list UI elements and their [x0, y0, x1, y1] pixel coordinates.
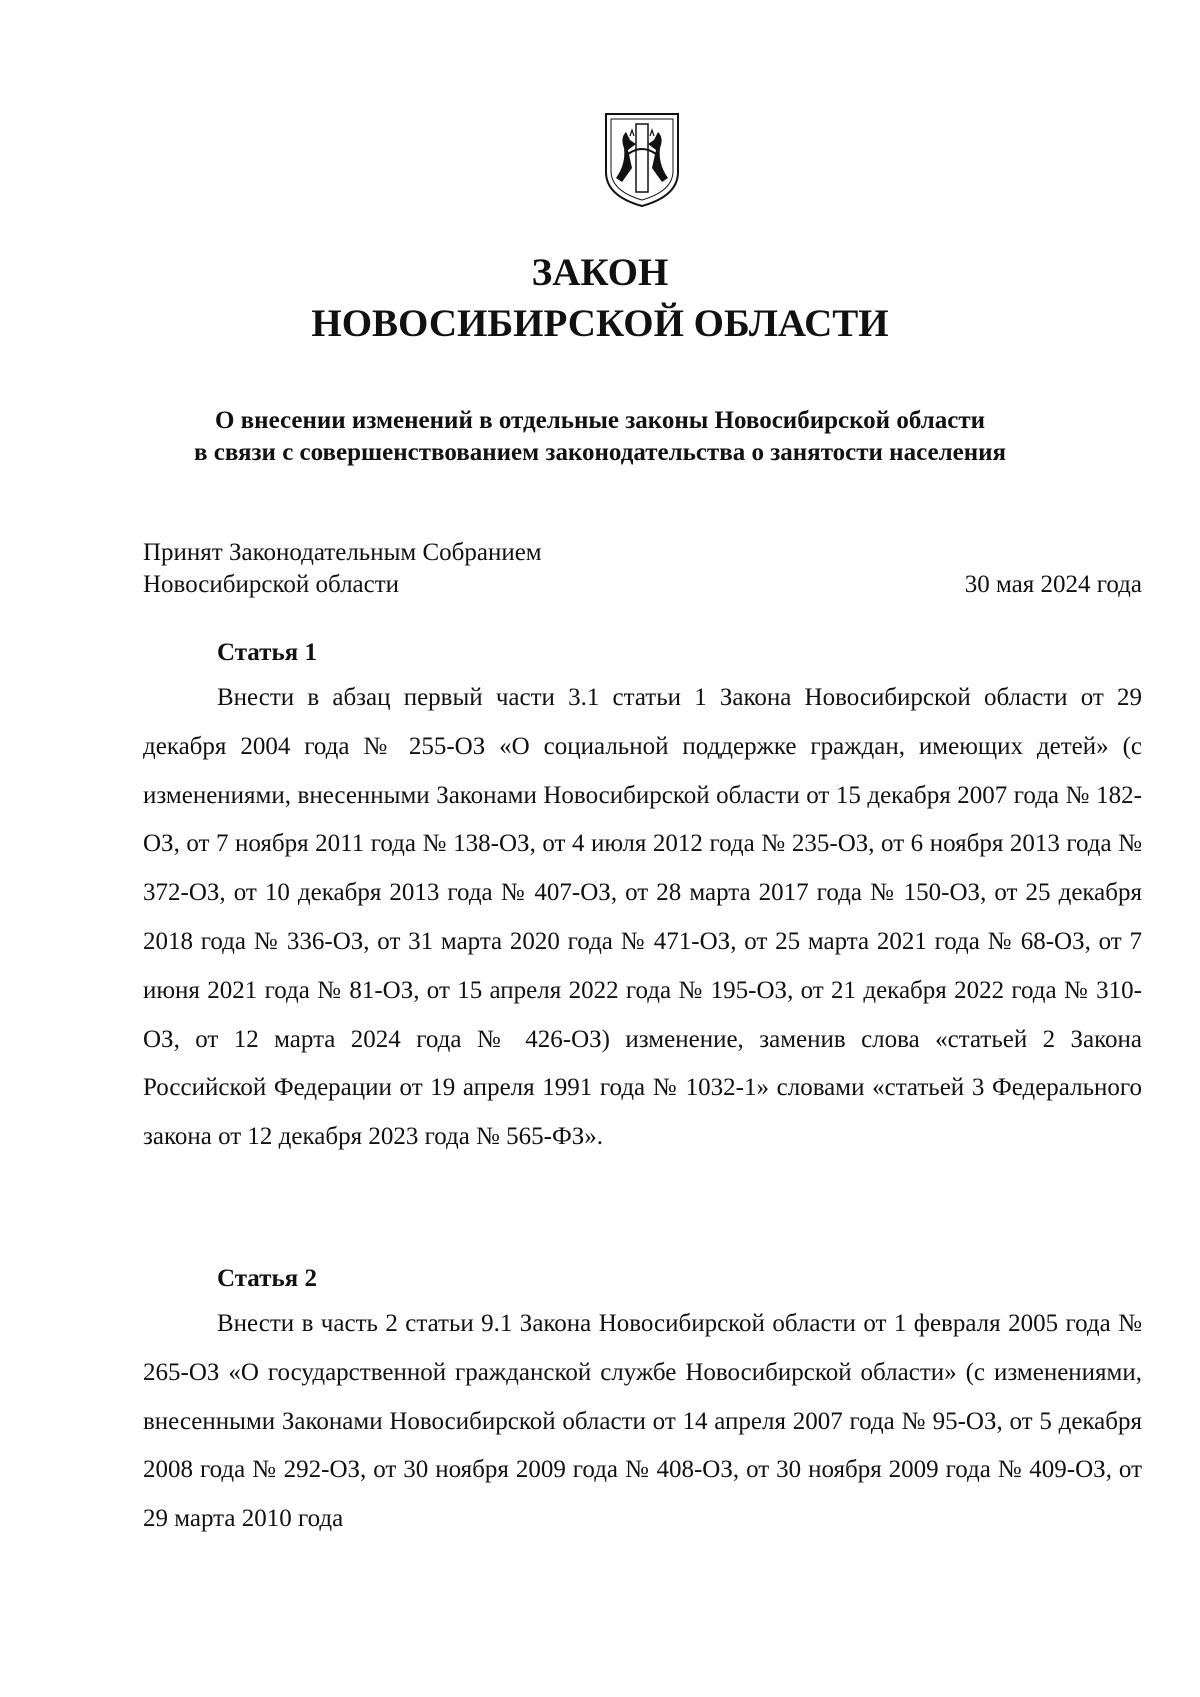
law-subject-line1: О внесении изменений в отдельные законы Новосибирской области — [214, 407, 986, 434]
article-1-heading: Статья 1 — [217, 639, 317, 666]
adoption-date: 30 мая 2024 года — [964, 571, 1142, 598]
adoption-line1: Принят Законодательным Собранием — [143, 539, 542, 566]
adoption-line2: Новосибирской области — [143, 571, 400, 598]
article-2-heading: Статья 2 — [217, 1265, 317, 1292]
document-title-line1: ЗАКОН — [531, 251, 669, 294]
document-title-line2: НОВОСИБИРСКОЙ ОБЛАСТИ — [311, 302, 889, 345]
coat-of-arms-icon — [602, 110, 682, 210]
article-2-text: Внести в часть 2 статьи 9.1 Закона Новосибирской области от 1 февраля 2005 года № 265-ОЗ «О государственной гражданской службе Новосибирской области» (с изменениями, внесенными Законами Новосибирской области от 14 апреля 2007 года № 95-ОЗ, от 5 декабря 2008 года № 292-ОЗ, от 30 ноября 2009 года № 408-ОЗ, от 30 ноября 2009 года № 409-ОЗ, от 29 марта 2010 года — [143, 1310, 1142, 1533]
law-subject-line2: в связи с совершенствованием законодательства о занятости населения — [193, 439, 1007, 466]
article-1-text: Внести в абзац первый части 3.1 статьи 1 Закона Новосибирской области от 29 декабря 2004 года № 255-ОЗ «О социальной поддержке граждан, имеющих детей» (с изменениями, внесенными Законами Новосибирской области от 15 декабря 2007 года № 182-ОЗ, от 7 ноября 2011 года № 138-ОЗ, от 4 июля 2012 года № 235-ОЗ, от 6 ноября 2013 года № 372-ОЗ, от 10 декабря 2013 года № 407-ОЗ, от 28 марта 2017 года № 150-ОЗ, от 25 декабря 2018 года № 336-ОЗ, от 31 марта 2020 года № 471-ОЗ, от 25 марта 2021 года № 68-ОЗ, от 7 июня 2021 года № 81-ОЗ, от 15 апреля 2022 года № 195-ОЗ, от 21 декабря 2022 года № 310-ОЗ, от 12 марта 2024 года № 426-ОЗ) изменение, заменив слова «статьей 2 Закона Российской Федерации от 19 апреля 1991 года № 1032-1» словами «статьей 3 Федерального закона от 12 декабря 2023 года № 565-ФЗ». — [143, 684, 1142, 1151]
